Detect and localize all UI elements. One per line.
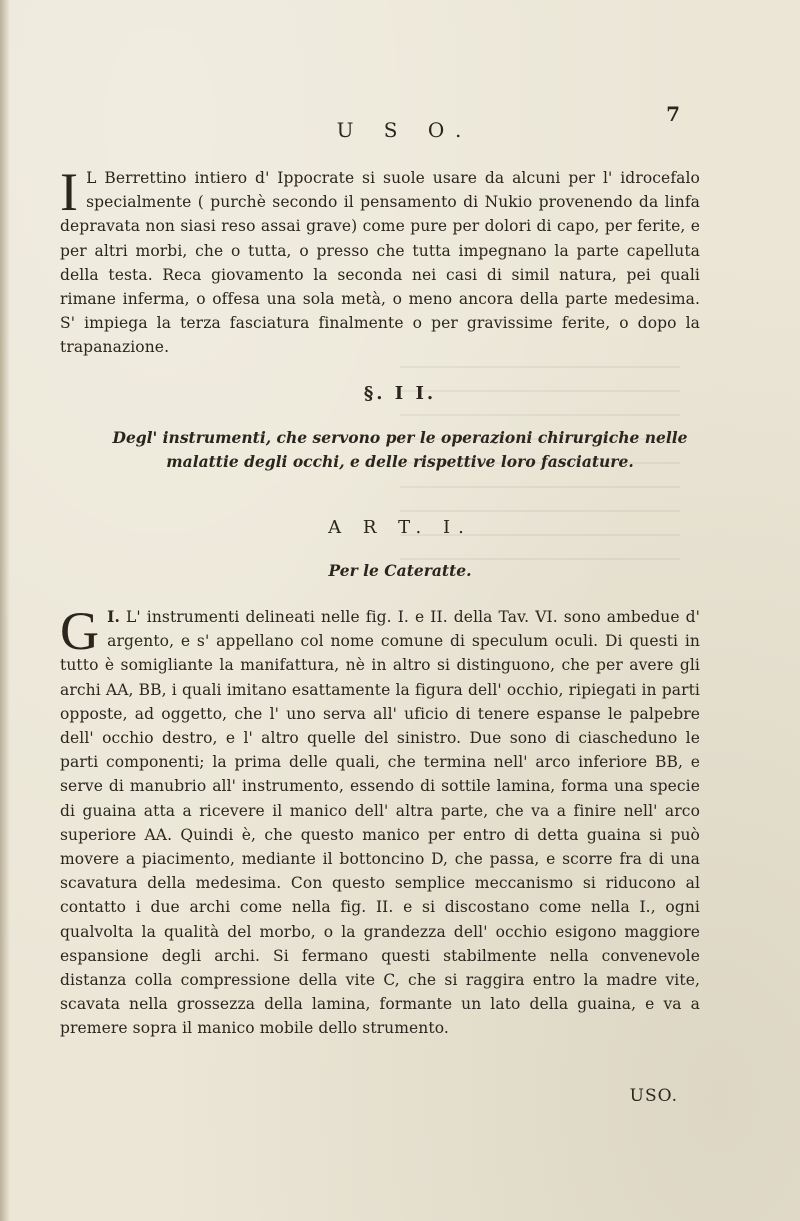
page-number: 7 [666, 102, 680, 126]
paragraph-number: I. [107, 607, 120, 626]
section-heading: §. I I. [363, 383, 437, 404]
paragraph-berrettino-text: L Berrettino intiero d' Ippocrate si suole usare da alcuni per l' idrocefalo specialmente ( purchè secondo il pensamento di Nukio provenendo da linfa depravata non siasi reso assai grave) come pure per dolori di capo, per ferite, e per altri morbi, che o tutta, o presso che tutta impegnano la parte capelluta della testa. Reca giovamento la seconda nei casi di simil natura, pei quali rimane inferma, o offesa una sola metà, o meno ancora della parte medesima. S' impiega la terza fasciatura finalmente o per gravissime ferite, o dopo la trapanazione. [60, 169, 700, 357]
page-binding-edge [0, 0, 10, 1221]
article-title: A R T. I. [328, 517, 472, 538]
drop-cap-g: G [60, 601, 100, 661]
paragraph-instruments-text: L' instrumenti delineati nelle fig. I. e II. della Tav. VI. sono ambedue d' argento, e s' appellano col nome comune di speculum oculi. Di questi in tutto è somigliante la manifattura, nè in altro si distinguono, che per avere gli archi AA, BB, i quali imitano esattamente la figura dell' occhio, ripiegati in parti opposte, ad oggetto, che l' uno serva all' uficio di tenere espanse le palpebre dell' occhio destro, e l' altro quelle del sinistro. Due sono di ciascheduno le parti componenti; la prima delle quali, che termina nell' arco inferiore BB, e serve di manubrio all' instrumento, essendo di sottile lamina, forma una specie di guaina atta a ricevere il manico dell' altra parte, che va a finire nell' arco superiore AA. Quindi è, che questo manico per entro di detta guaina si può movere a piacimento, mediante il bottoncino D, che passa, e scorre fra di una scavatura della medesima. Con questo semplice meccanismo si riducono al contatto i due archi come nella fig. II. e si discostano come nella I., ogni qualvolta la qualità del morbo, o la grandezza dell' occhio esigono maggiore espansione degli archi. Si fermano questi stabilmente nella convenevole distanza colla compressione della vite C, che si raggira entro la madre vite, scavata nella grossezza della lamina, formante un lato della guaina, e va a premere sopra il manico mobile dello strumento. [60, 608, 700, 1038]
catchword: USO. [629, 1086, 678, 1106]
paragraph-berrettino [60, 162, 700, 360]
paragraph-instruments [60, 601, 700, 1041]
drop-cap-i: I [60, 162, 79, 222]
section-caption: Degl' instrumenti, che servono per le operazioni chirurgiche nelle malattie degli occhi, e delle rispettive loro fasciature. [112, 428, 688, 471]
running-title: U S O. [336, 118, 474, 142]
article-subtitle: Per le Cateratte. [328, 561, 472, 580]
